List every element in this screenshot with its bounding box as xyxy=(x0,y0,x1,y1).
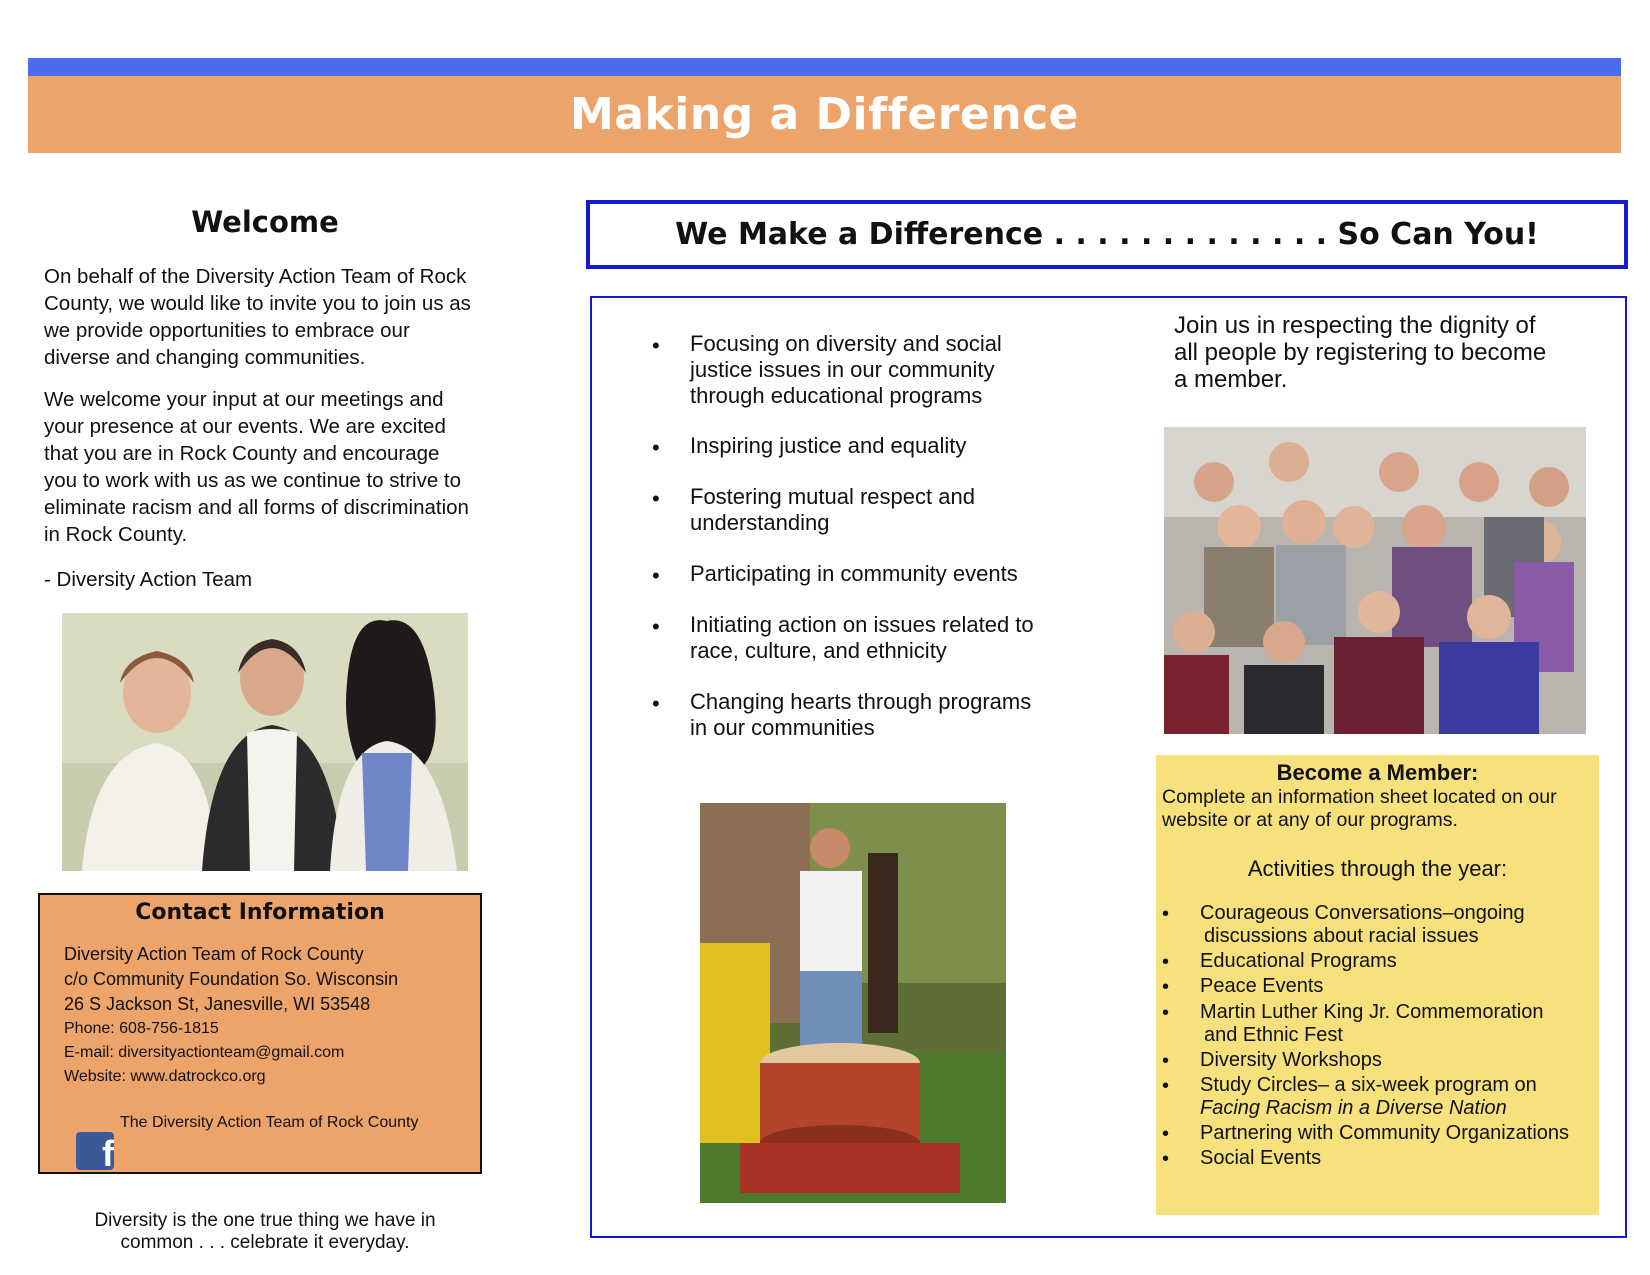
text-line: Initiating action on issues related to xyxy=(690,612,1034,637)
activity-item: Diversity Workshops xyxy=(1200,1049,1382,1071)
text-line: Martin Luther King Jr. Commemoration xyxy=(1200,1001,1544,1023)
bullet-dot: • xyxy=(652,435,660,460)
bullet-dot: • xyxy=(1162,1123,1170,1145)
facebook-icon[interactable]: f xyxy=(76,1132,114,1170)
welcome-paragraph-1 xyxy=(44,263,494,371)
bullet-item xyxy=(690,484,1090,536)
text-line: Fostering mutual respect and xyxy=(690,484,975,509)
photo-group-illustration xyxy=(1164,427,1586,734)
text-line: Complete an information sheet located on our xyxy=(1162,786,1557,808)
member-heading: Become a Member: xyxy=(1276,760,1479,785)
activity-item: Peace Events xyxy=(1200,975,1324,997)
header-top-stripe xyxy=(28,58,1621,76)
text-line: Participating in community events xyxy=(690,561,1018,586)
contact-website[interactable]: Website: www.datrockco.org xyxy=(64,1068,266,1085)
bullet-dot: • xyxy=(1162,951,1170,973)
contact-org: Diversity Action Team of Rock County xyxy=(64,944,364,964)
bullet-item xyxy=(690,433,1090,459)
text-line: County, we would like to invite you to join us as xyxy=(44,292,471,315)
text-line: Focusing on diversity and social xyxy=(690,331,1002,356)
bullet-dot: • xyxy=(1162,1002,1170,1024)
text-line: We welcome your input at our meetings and xyxy=(44,388,444,411)
text-line xyxy=(1200,1097,1600,1120)
page-title: Making a Difference xyxy=(570,89,1079,140)
bullet-dot: • xyxy=(1162,1075,1170,1097)
bullet-dot: • xyxy=(1162,903,1170,925)
photo-three-women-illustration xyxy=(62,613,468,871)
text-line: that you are in Rock County and encourage xyxy=(44,442,440,465)
photo-drum-illustration xyxy=(700,803,1006,1203)
text-line: all people by registering to become xyxy=(1174,339,1547,366)
text-line: in Rock County. xyxy=(44,523,188,546)
text-line: Changing hearts through programs xyxy=(690,689,1032,714)
contact-address: 26 S Jackson St, Janesville, WI 53548 xyxy=(64,994,371,1014)
activity-item: Social Events xyxy=(1200,1147,1322,1169)
text-line: and Ethnic Fest xyxy=(1204,1024,1343,1046)
text-line: website or at any of our programs. xyxy=(1162,809,1458,831)
text-line: understanding xyxy=(690,510,830,535)
bullet-dot: • xyxy=(1162,976,1170,998)
text-line: justice issues in our community xyxy=(690,357,995,382)
tagline-line: Diversity is the one true thing we have in xyxy=(94,1210,436,1231)
activity-item xyxy=(1200,1074,1600,1120)
photo-three-women xyxy=(62,613,468,871)
text-line: through educational programs xyxy=(690,383,983,408)
activity-item xyxy=(1200,1001,1600,1047)
activities-heading: Activities through the year: xyxy=(1247,856,1508,881)
welcome-heading: Welcome xyxy=(191,205,339,239)
bullet-dot: • xyxy=(652,614,660,639)
text-line: a member. xyxy=(1174,366,1288,393)
facebook-label[interactable]: The Diversity Action Team of Rock County xyxy=(120,1114,419,1131)
text-line: you to work with us as we continue to strive to xyxy=(44,469,462,492)
bullet-item xyxy=(690,689,1090,741)
bullet-dot: • xyxy=(652,691,660,716)
book-title: Facing Racism in a Diverse Nation xyxy=(1200,1097,1507,1119)
activity-item: Partnering with Community Organizations xyxy=(1200,1122,1570,1144)
bullet-dot: • xyxy=(652,486,660,511)
text-line: Courageous Conversations–ongoing xyxy=(1200,902,1525,924)
difference-heading: We Make a Difference . . . . . . . . . . . . . So Can You! xyxy=(675,217,1539,252)
welcome-signature: - Diversity Action Team xyxy=(44,568,253,591)
text-line: we provide opportunities to embrace our xyxy=(44,319,410,342)
contact-email[interactable]: E-mail: diversityactionteam@gmail.com xyxy=(64,1044,345,1061)
contact-heading: Contact Information xyxy=(135,900,385,925)
activity-item xyxy=(1200,902,1600,948)
bullet-dot: • xyxy=(652,563,660,588)
tagline xyxy=(40,1210,490,1254)
bullet-dot: • xyxy=(1162,1050,1170,1072)
tagline-line: common . . . celebrate it everyday. xyxy=(120,1232,410,1253)
bullet-item xyxy=(690,612,1090,664)
text-line: race, culture, and ethnicity xyxy=(690,638,947,663)
text-line: discussions about racial issues xyxy=(1204,925,1479,947)
bullet-item xyxy=(690,331,1090,409)
photo-group-members xyxy=(1164,427,1586,734)
activity-item: Educational Programs xyxy=(1200,950,1397,972)
bullet-dot: • xyxy=(1162,1148,1170,1170)
text-line: diverse and changing communities. xyxy=(44,346,366,369)
text-line: your presence at our events. We are excited xyxy=(44,415,446,438)
join-message xyxy=(1174,312,1594,393)
contact-care-of: c/o Community Foundation So. Wisconsin xyxy=(64,969,399,989)
contact-phone: Phone: 608-756-1815 xyxy=(64,1020,219,1037)
welcome-paragraph-2 xyxy=(44,386,494,548)
bullet-item xyxy=(690,561,1090,587)
text-line: Inspiring justice and equality xyxy=(690,433,967,458)
photo-drum-ceremony xyxy=(700,803,1006,1203)
text-line: Study Circles– a six-week program on xyxy=(1200,1074,1537,1096)
text-line: On behalf of the Diversity Action Team of Rock xyxy=(44,265,467,288)
text-line: eliminate racism and all forms of discrimination xyxy=(44,496,469,519)
text-line: in our communities xyxy=(690,715,875,740)
member-description xyxy=(1162,786,1597,832)
text-line: Join us in respecting the dignity of xyxy=(1174,312,1536,339)
bullet-dot: • xyxy=(652,333,660,358)
